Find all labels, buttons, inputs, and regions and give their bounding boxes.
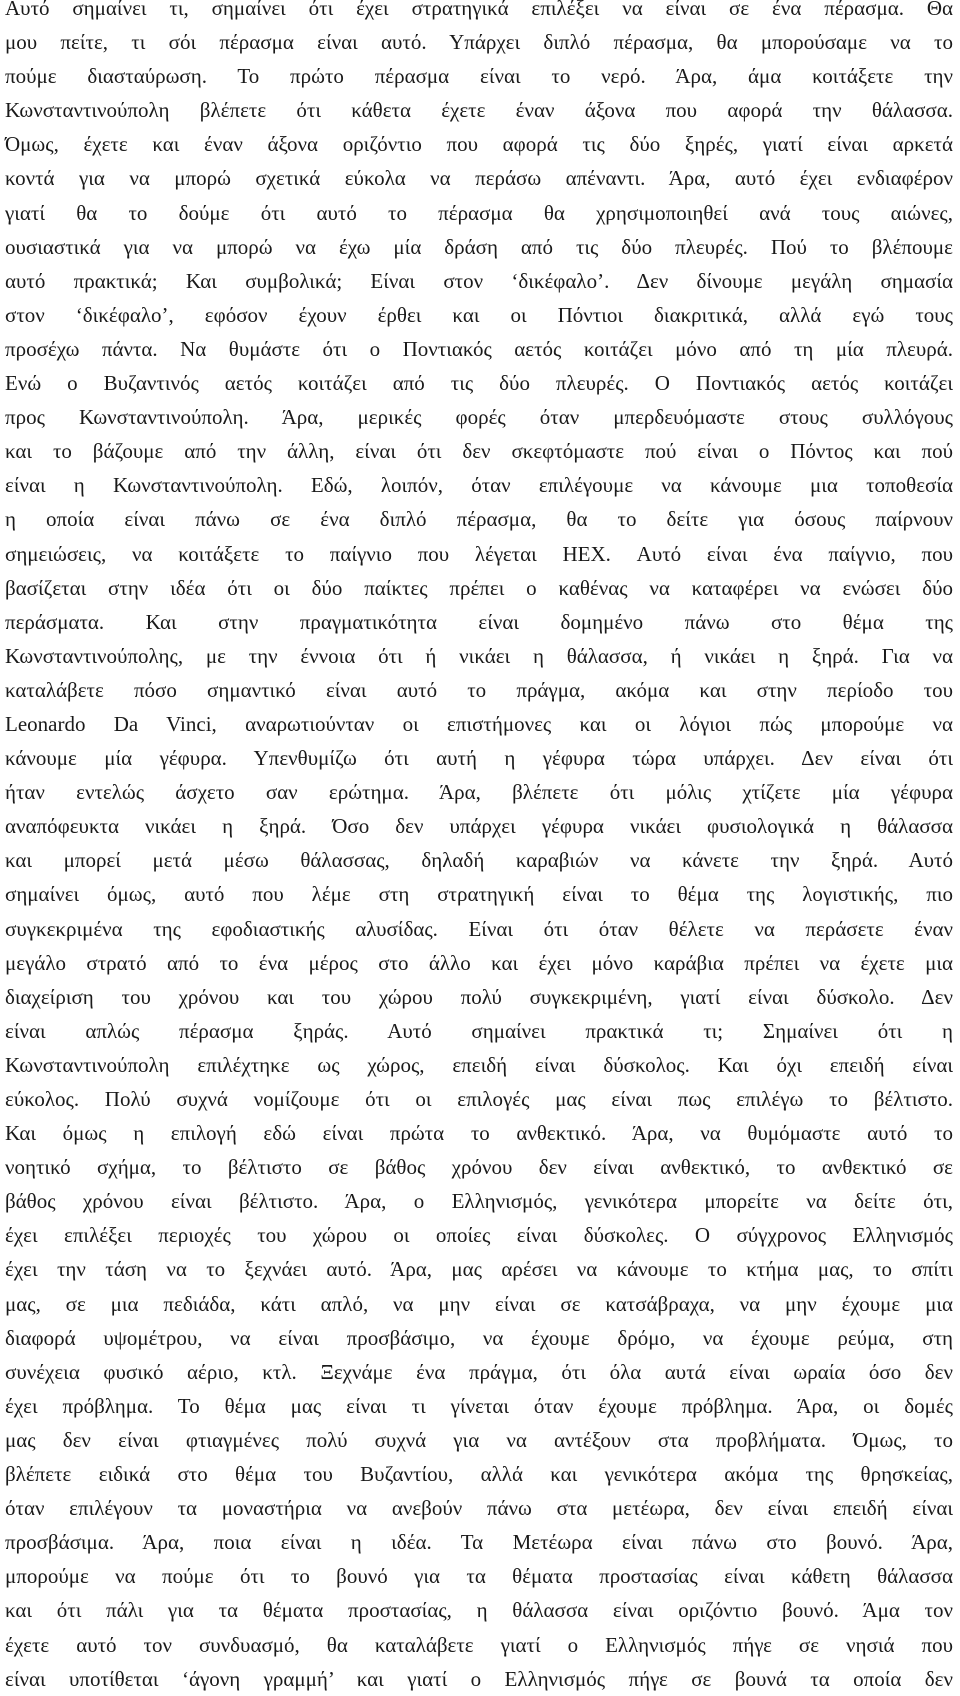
text-line: Κωνσταντινούπολη βλέπετε ότι κάθετα έχετε έναν άξονα που αφορά την θάλασσα. [5,98,953,123]
text-line: όταν επιλέγουν τα μοναστήρια να ανεβούν πάνω στα μετέωρα, δεν είναι επειδή είναι [5,1496,953,1521]
text-line: προσβάσιμα. Άρα, ποια είναι η ιδέα. Τα Μετέωρα είναι πάνω στο βουνό. Άρα, [5,1530,953,1555]
text-line: γιατί θα το δούμε ότι αυτό το πέρασμα θα χρησιμοποιηθεί ανά τους αιώνες, [5,200,953,225]
text-line: Ενώ ο Βυζαντινός αετός κοιτάζει από τις δύο πλευρές. Ο Ποντιακός αετός κοιτάζει [5,371,953,396]
text-line: στον ‘δικέφαλο’, εφόσον έχουν έρθει και οι Πόντιοι διακριτικά, αλλά εγώ τους [5,302,953,327]
text-line: αυτό πρακτικά; Και συμβολικά; Είναι στον ‘δικέφαλο’. Δεν δίνουμε μεγάλη σημασία [5,268,953,293]
text-line: Leonardo Da Vinci, αναρωτιούνταν οι επιστήμονες και οι λόγιοι πώς μπορούμε να [5,711,953,736]
text-line: Όμως, έχετε και έναν άξονα οριζόντιο που αφορά τις δύο ξηρές, γιατί είναι αρκετά [5,132,953,157]
text-line: έχει πρόβλημα. Το θέμα μας είναι τι γίνεται όταν έχουμε πρόβλημα. Άρα, οι δομές [5,1393,953,1418]
text-line: νοητικό σχήμα, το βέλτιστο σε βάθος χρόνου δεν είναι ανθεκτικό, το ανθεκτικό σε [5,1155,953,1180]
text-line: πούμε διασταύρωση. Το πρώτο πέρασμα είναι το νερό. Άρα, άμα κοιτάξετε την [5,64,953,89]
text-line: έχει επιλέξει περιοχές του χώρου οι οποίες είναι δύσκολες. Ο σύγχρονος Ελληνισμός [5,1223,953,1248]
text-line: βασίζεται στην ιδέα ότι οι δύο παίκτες πρέπει ο καθένας να καταφέρει να ενώσει δύο [5,575,953,600]
text-line: προσέχω πάντα. Να θυμάστε ότι ο Ποντιακός αετός κοιτάζει μόνο από τη μία πλευρά. [5,336,953,361]
text-line: σημαίνει όμως, αυτό που λέμε στη στρατηγική είναι το θέμα της λογιστικής, πιο [5,882,953,907]
text-line: συνέχεια φυσικό αέριο, κτλ. Ξεχνάμε ένα πράγμα, ότι όλα αυτά είναι ωραία όσο δεν [5,1359,953,1384]
text-line: διαχείριση του χρόνου και του χώρου πολύ συγκεκριμένη, γιατί είναι δύσκολο. Δεν [5,984,953,1009]
text-line: σημειώσεις, να κοιτάξετε το παίγνιο που λέγεται HEX. Αυτό είναι ένα παίγνιο, που [5,541,953,566]
text-line: μας δεν είναι φτιαγμένες πολύ συχνά για να αντέξουν στα προβλήματα. Όμως, το [5,1427,953,1452]
text-line: έχετε αυτό τον συνδυασμό, θα καταλάβετε γιατί ο Ελληνισμός πήγε σε νησιά που [5,1632,953,1657]
text-line: καταλάβετε πόσο σημαντικό είναι αυτό το πράγμα, ακόμα και στην περίοδο του [5,677,953,702]
text-line: περάσματα. Και στην πραγματικότητα είναι δομημένο πάνω στο θέμα της [5,609,953,634]
text-line: και το βάζουμε από την άλλη, είναι ότι δεν σκεφτόμαστε πού είναι ο Πόντος και πού [5,439,953,464]
text-line: μεγάλο στρατό από το ένα μέρος στο άλλο και έχει μόνο καράβια πρέπει να έχετε μια [5,950,953,975]
text-line: εύκολος. Πολύ συχνά νομίζουμε ότι οι επιλογές μας είναι πως επιλέγω το βέλτιστο. [5,1087,953,1111]
text-line: Κωνσταντινούπολης, με την έννοια ότι ή νικάει η θάλασσα, ή νικάει η ξηρά. Για να [5,643,953,668]
text-line: κάνουμε μία γέφυρα. Υπενθυμίζω ότι αυτή η γέφυρα τώρα υπάρχει. Δεν είναι ότι [5,746,953,771]
text-line: η οποία είναι πάνω σε ένα διπλό πέρασμα, θα το δείτε για όσους παίρνουν [5,507,953,532]
text-line: και μπορεί μετά μέσω θάλασσας, δηλαδή καραβιών να κάνετε την ξηρά. Αυτό [5,848,953,873]
text-line: είναι η Κωνσταντινούπολη. Εδώ, λοιπόν, όταν επιλέγουμε να κάνουμε μια τοποθεσία [5,473,953,498]
text-line: είναι απλώς πέρασμα ξηράς. Αυτό σημαίνει πρακτικά τι; Σημαίνει ότι η [5,1018,953,1043]
text-line: κοντά για να μπορώ σχετικά εύκολα να περάσω απέναντι. Άρα, αυτό έχει ενδιαφέρον [5,166,953,191]
body-text [5,0,953,1696]
text-line: αναπόφευκτα νικάει η ξηρά. Όσο δεν υπάρχει γέφυρα νικάει φυσιολογικά η θάλασσα [5,814,953,839]
text-line: Και όμως η επιλογή εδώ είναι πρώτα το ανθεκτικό. Άρα, να θυμόμαστε αυτό το [5,1121,953,1146]
text-line: βάθος χρόνου είναι βέλτιστο. Άρα, ο Ελληνισμός, γενικότερα μπορείτε να δείτε ότι, [5,1189,953,1214]
text-line: ήταν εντελώς άσχετο σαν ερώτημα. Άρα, βλέπετε ότι μόλις χτίζετε μία γέφυρα [5,780,953,805]
text-line: προς Κωνσταντινούπολη. Άρα, μερικές φορές όταν μπερδευόμαστε στους συλλόγους [5,405,953,430]
text-line: μου πείτε, τι σόι πέρασμα είναι αυτό. Υπάρχει διπλό πέρασμα, θα μπορούσαμε να το [5,30,953,55]
text-line: Αυτό σημαίνει τι, σημαίνει ότι έχει στρατηγικά επιλέξει να είναι σε ένα πέρασμα. Θα [5,0,953,20]
text-line: Κωνσταντινούπολη επιλέχτηκε ως χώρος, επειδή είναι δύσκολος. Και όχι επειδή είναι [5,1052,953,1077]
text-line: είναι υποτίθεται ‘άγονη γραμμή’ και γιατί ο Ελληνισμός πήγε σε βουνά τα οποία δεν [5,1666,953,1691]
text-line: και ότι πάλι για τα θέματα προστασίας, η θάλασσα είναι οριζόντιο βουνό. Άμα τον [5,1598,953,1623]
text-line: συγκεκριμένα της εφοδιαστικής αλυσίδας. Είναι ότι όταν θέλετε να περάσετε έναν [5,916,953,941]
text-line: ουσιαστικά για να μπορώ να έχω μία δράση από τις δύο πλευρές. Πού το βλέπουμε [5,234,953,259]
text-line: μπορούμε να πούμε ότι το βουνό για τα θέματα προστασίας είναι κάθετη θάλασσα [5,1564,953,1589]
text-line: βλέπετε ειδικά στο θέμα του Βυζαντίου, αλλά και γενικότερα ακόμα της θρησκείας, [5,1462,953,1487]
text-line: έχει την τάση να το ξεχνάει αυτό. Άρα, μας αρέσει να κάνουμε το κτήμα μας, το σπίτι [5,1257,953,1282]
text-line: διαφορά υψομέτρου, να είναι προσβάσιμο, να έχουμε δρόμο, να έχουμε ρεύμα, στη [5,1325,953,1350]
text-line: μας, σε μια πεδιάδα, κάτι απλό, να μην είναι σε κατσάβραχα, να μην έχουμε μια [5,1291,953,1316]
